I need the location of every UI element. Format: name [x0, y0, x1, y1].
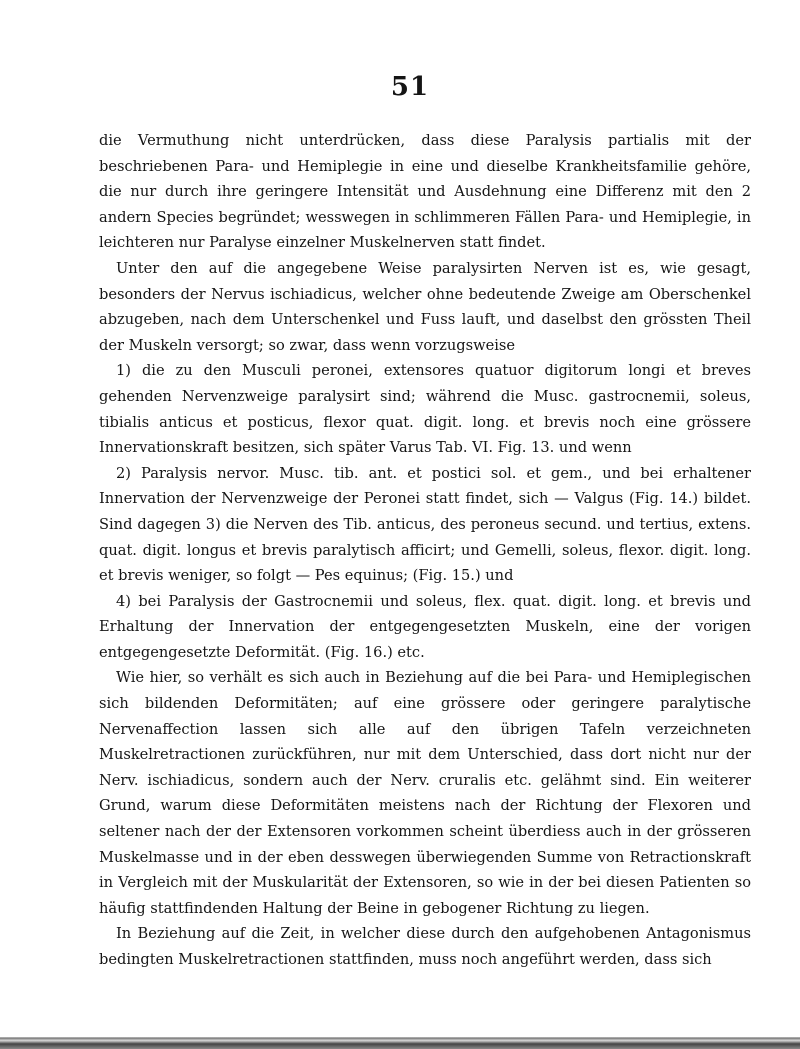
paragraph-item-4: 4) bei Paralysis der Gastrocnemii und soleus, flex. quat. digit. long. et brevis und Erhaltung der Innervation der entgegengesetzten Muskeln, eine der vorigen entgegengesetzte Deformität. (Fig. 16.) etc. — [99, 592, 751, 661]
paragraph-1: die Vermuthung nicht unterdrücken, dass diese Paralysis partialis mit der beschriebenen Para- und Hemiplegie in eine und dieselbe Krankheitsfamilie gehöre, die nur durch ihre geringere Intensität und Ausdehnung eine Differenz mit den 2 andern Species begründet; wesswegen in schlimmeren Fällen Para- und Hemiplegie, in leichteren nur Paralyse einzelner Muskelnerven statt findet. — [99, 132, 751, 252]
page-text — [99, 128, 751, 973]
paragraph-item-1: 1) die zu den Musculi peronei, extensores quatuor digitorum longi et breves gehenden Nervenzweige paralysirt sind; während die Musc. gastrocnemii, soleus, tibialis anticus et posticus, flexor quat. digit. long. et brevis noch eine grössere Innervationskraft besitzen, sich später Varus Tab. VI. Fig. 13. und wenn — [99, 362, 751, 457]
paragraph-3: Wie hier, so verhält es sich auch in Beziehung auf die bei Para- und Hemiplegischen sich bildenden Deformitäten; auf eine grössere oder geringere paralytische Nervenaffection lassen sich alle auf den übrigen Tafeln verzeichneten Muskelretractionen zurückführen, nur mit dem Unterschied, dass dort nicht nur der Nerv. ischiadicus, sondern auch der Nerv. cruralis etc. gelähmt sind. Ein weiterer Grund, warum diese Deformitäten meistens nach der Richtung der Flexoren und seltener nach der der Extensoren vorkommen scheint überdiess auch in der grösseren Muskelmasse und in der eben desswegen überwiegenden Summe von Retractionskraft in Vergleich mit der Muskularität der Extensoren, so wie in der bei diesen Patienten so häufig stattfindenden Haltung der Beine in gebogener Richtung zu liegen. — [99, 669, 751, 917]
paragraph-4: In Beziehung auf die Zeit, in welcher diese durch den aufgehobenen Antagonismus bedingten Muskelretractionen stattfinden, muss noch angeführt werden, dass sich — [99, 925, 751, 968]
paragraph-item-2: 2) Paralysis nervor. Musc. tib. ant. et postici sol. et gem., und bei erhaltener Innervation der Nervenzweige der Peronei statt findet, sich — Valgus (Fig. 14.) bildet. Sind dagegen 3) die Nerven des Tib. anticus, des peroneus secund. und tertius, extens. quat. digit. longus et brevis paralytisch afficirt; und Gemelli, soleus, flexor. digit. long. et brevis weniger, so folgt — Pes equinus; (Fig. 15.) und — [99, 464, 751, 585]
paragraph-2: Unter den auf die angegebene Weise paralysirten Nerven ist es, wie gesagt, besonders der Nervus ischiadicus, welcher ohne bedeutende Zweige am Oberschenkel abzugeben, nach dem Unterschenkel und Fuss lauft, und daselbst den grössten Theil der Muskeln versorgt; so zwar, dass wenn vorzugsweise — [99, 259, 751, 354]
bottom-border-rule — [0, 1032, 800, 1049]
page-number: 51 — [390, 72, 430, 102]
